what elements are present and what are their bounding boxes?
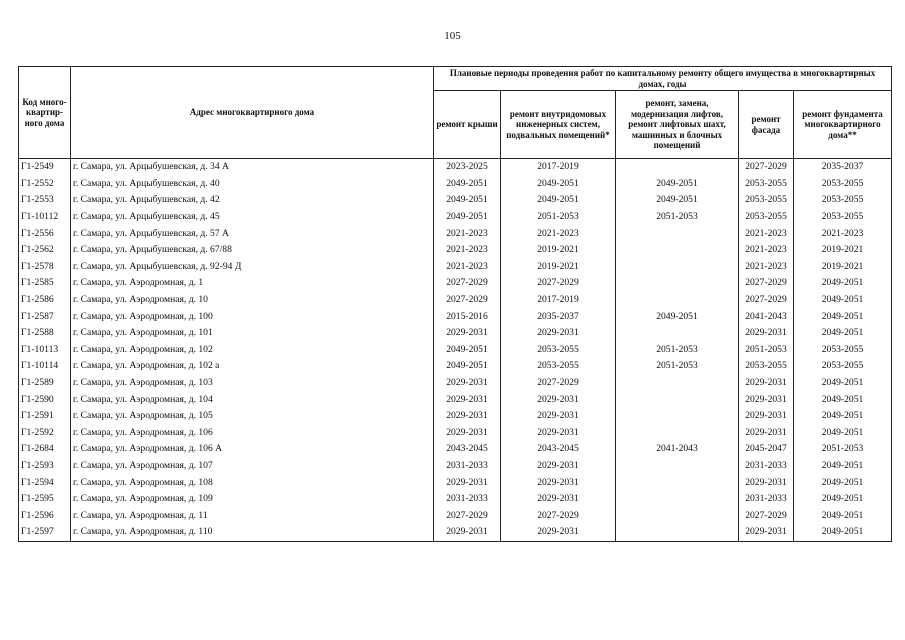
table-row <box>19 358 892 375</box>
cell-systems: 2029-2031 <box>501 391 616 408</box>
cell-code: Г1-2590 <box>19 391 71 408</box>
cell-systems: 2021-2023 <box>501 225 616 242</box>
cell-address: г. Самара, ул. Аэродромная, д. 110 <box>71 524 434 541</box>
table-row <box>19 176 892 193</box>
cell-systems: 2053-2055 <box>501 358 616 375</box>
cell-address: г. Самара, ул. Аэродромная, д. 105 <box>71 408 434 425</box>
cell-code: Г1-2587 <box>19 308 71 325</box>
cell-code: Г1-2589 <box>19 375 71 392</box>
header-facade: ремонт фасада <box>739 91 794 159</box>
table-row <box>19 342 892 359</box>
header-systems: ремонт внутридомовых инженерных систем, подвальных помещений* <box>501 91 616 159</box>
table-row <box>19 275 892 292</box>
cell-facade: 2053-2055 <box>739 192 794 209</box>
cell-foundation: 2049-2051 <box>794 425 892 442</box>
cell-elevators: 2049-2051 <box>616 308 739 325</box>
cell-elevators <box>616 507 739 524</box>
cell-code: Г1-2552 <box>19 176 71 193</box>
cell-facade: 2031-2033 <box>739 458 794 475</box>
cell-facade: 2029-2031 <box>739 474 794 491</box>
table-row <box>19 425 892 442</box>
repair-schedule-table <box>18 66 892 542</box>
cell-systems: 2017-2019 <box>501 292 616 309</box>
cell-facade: 2051-2053 <box>739 342 794 359</box>
cell-systems: 2029-2031 <box>501 408 616 425</box>
cell-roof: 2029-2031 <box>434 524 501 541</box>
table-row <box>19 259 892 276</box>
cell-foundation: 2053-2055 <box>794 192 892 209</box>
cell-code: Г1-2588 <box>19 325 71 342</box>
cell-code: Г1-2596 <box>19 507 71 524</box>
cell-address: г. Самара, ул. Аэродромная, д. 107 <box>71 458 434 475</box>
cell-systems: 2027-2029 <box>501 275 616 292</box>
cell-roof: 2015-2016 <box>434 308 501 325</box>
cell-address: г. Самара, ул. Арцыбушевская, д. 42 <box>71 192 434 209</box>
cell-foundation: 2053-2055 <box>794 209 892 226</box>
cell-elevators <box>616 242 739 259</box>
cell-facade: 2027-2029 <box>739 292 794 309</box>
cell-address: г. Самара, ул. Арцыбушевская, д. 45 <box>71 209 434 226</box>
cell-systems: 2049-2051 <box>501 192 616 209</box>
cell-elevators: 2051-2053 <box>616 358 739 375</box>
cell-address: г. Самара, ул. Аэродромная, д. 100 <box>71 308 434 325</box>
cell-code: Г1-10114 <box>19 358 71 375</box>
cell-elevators: 2049-2051 <box>616 192 739 209</box>
cell-elevators: 2041-2043 <box>616 441 739 458</box>
cell-roof: 2021-2023 <box>434 259 501 276</box>
cell-facade: 2053-2055 <box>739 209 794 226</box>
cell-systems: 2027-2029 <box>501 507 616 524</box>
cell-systems: 2035-2037 <box>501 308 616 325</box>
cell-address: г. Самара, ул. Аэродромная, д. 102 а <box>71 358 434 375</box>
cell-systems: 2053-2055 <box>501 342 616 359</box>
cell-code: Г1-2585 <box>19 275 71 292</box>
header-foundation: ремонт фундамента многоквартирного дома** <box>794 91 892 159</box>
cell-systems: 2049-2051 <box>501 176 616 193</box>
cell-address: г. Самара, ул. Аэродромная, д. 106 <box>71 425 434 442</box>
cell-roof: 2029-2031 <box>434 425 501 442</box>
cell-code: Г1-2595 <box>19 491 71 508</box>
table-header <box>19 67 892 159</box>
cell-foundation: 2049-2051 <box>794 524 892 541</box>
table-row <box>19 491 892 508</box>
cell-roof: 2031-2033 <box>434 458 501 475</box>
cell-address: г. Самара, ул. Аэродромная, д. 102 <box>71 342 434 359</box>
cell-elevators <box>616 474 739 491</box>
cell-facade: 2029-2031 <box>739 524 794 541</box>
cell-elevators <box>616 159 739 176</box>
cell-facade: 2041-2043 <box>739 308 794 325</box>
cell-elevators <box>616 225 739 242</box>
cell-roof: 2049-2051 <box>434 358 501 375</box>
table-row <box>19 192 892 209</box>
table-row <box>19 391 892 408</box>
cell-roof: 2027-2029 <box>434 507 501 524</box>
cell-systems: 2019-2021 <box>501 259 616 276</box>
cell-roof: 2049-2051 <box>434 209 501 226</box>
table-row <box>19 292 892 309</box>
cell-code: Г1-2592 <box>19 425 71 442</box>
cell-foundation: 2049-2051 <box>794 292 892 309</box>
cell-systems: 2029-2031 <box>501 325 616 342</box>
cell-facade: 2029-2031 <box>739 408 794 425</box>
cell-facade: 2029-2031 <box>739 391 794 408</box>
cell-facade: 2029-2031 <box>739 375 794 392</box>
cell-roof: 2029-2031 <box>434 391 501 408</box>
cell-foundation: 2019-2021 <box>794 242 892 259</box>
cell-foundation: 2049-2051 <box>794 491 892 508</box>
cell-code: Г1-10113 <box>19 342 71 359</box>
cell-systems: 2029-2031 <box>501 458 616 475</box>
cell-elevators: 2051-2053 <box>616 342 739 359</box>
header-code: Код много-квартир-ного дома <box>19 67 71 159</box>
cell-address: г. Самара, ул. Аэродромная, д. 1 <box>71 275 434 292</box>
table-row <box>19 458 892 475</box>
cell-code: Г1-2549 <box>19 159 71 176</box>
table-row <box>19 308 892 325</box>
cell-systems: 2029-2031 <box>501 524 616 541</box>
table-body <box>19 159 892 542</box>
cell-systems: 2029-2031 <box>501 491 616 508</box>
cell-address: г. Самара, ул. Аэродромная, д. 106 А <box>71 441 434 458</box>
cell-systems: 2019-2021 <box>501 242 616 259</box>
cell-facade: 2029-2031 <box>739 425 794 442</box>
cell-code: Г1-2684 <box>19 441 71 458</box>
cell-foundation: 2053-2055 <box>794 358 892 375</box>
cell-systems: 2029-2031 <box>501 474 616 491</box>
cell-elevators <box>616 408 739 425</box>
cell-code: Г1-2586 <box>19 292 71 309</box>
cell-address: г. Самара, ул. Арцыбушевская, д. 92-94 Д <box>71 259 434 276</box>
cell-roof: 2043-2045 <box>434 441 501 458</box>
table-row <box>19 507 892 524</box>
cell-elevators <box>616 491 739 508</box>
cell-foundation: 2049-2051 <box>794 275 892 292</box>
cell-systems: 2043-2045 <box>501 441 616 458</box>
cell-roof: 2029-2031 <box>434 474 501 491</box>
cell-address: г. Самара, ул. Аэродромная, д. 108 <box>71 474 434 491</box>
cell-facade: 2029-2031 <box>739 325 794 342</box>
cell-roof: 2029-2031 <box>434 408 501 425</box>
cell-address: г. Самара, ул. Арцыбушевская, д. 40 <box>71 176 434 193</box>
cell-foundation: 2021-2023 <box>794 225 892 242</box>
cell-roof: 2029-2031 <box>434 325 501 342</box>
header-roof: ремонт крыши <box>434 91 501 159</box>
cell-roof: 2031-2033 <box>434 491 501 508</box>
cell-foundation: 2049-2051 <box>794 308 892 325</box>
cell-roof: 2027-2029 <box>434 275 501 292</box>
cell-code: Г1-2594 <box>19 474 71 491</box>
cell-elevators: 2051-2053 <box>616 209 739 226</box>
cell-code: Г1-2578 <box>19 259 71 276</box>
cell-foundation: 2053-2055 <box>794 176 892 193</box>
cell-facade: 2021-2023 <box>739 225 794 242</box>
cell-facade: 2053-2055 <box>739 358 794 375</box>
cell-systems: 2051-2053 <box>501 209 616 226</box>
cell-systems: 2027-2029 <box>501 375 616 392</box>
cell-roof: 2049-2051 <box>434 192 501 209</box>
cell-facade: 2027-2029 <box>739 275 794 292</box>
cell-roof: 2023-2025 <box>434 159 501 176</box>
cell-roof: 2049-2051 <box>434 176 501 193</box>
cell-code: Г1-2597 <box>19 524 71 541</box>
cell-foundation: 2049-2051 <box>794 375 892 392</box>
cell-address: г. Самара, ул. Аэродромная, д. 10 <box>71 292 434 309</box>
cell-roof: 2049-2051 <box>434 342 501 359</box>
cell-elevators: 2049-2051 <box>616 176 739 193</box>
cell-facade: 2021-2023 <box>739 242 794 259</box>
cell-foundation: 2035-2037 <box>794 159 892 176</box>
cell-address: г. Самара, ул. Аэродромная, д. 109 <box>71 491 434 508</box>
page-number: 105 <box>444 30 461 42</box>
cell-systems: 2029-2031 <box>501 425 616 442</box>
cell-address: г. Самара, ул. Арцыбушевская, д. 57 А <box>71 225 434 242</box>
cell-elevators <box>616 375 739 392</box>
cell-address: г. Самара, ул. Аэродромная, д. 101 <box>71 325 434 342</box>
cell-roof: 2029-2031 <box>434 375 501 392</box>
cell-roof: 2027-2029 <box>434 292 501 309</box>
table-row <box>19 408 892 425</box>
cell-foundation: 2053-2055 <box>794 342 892 359</box>
cell-foundation: 2049-2051 <box>794 408 892 425</box>
cell-facade: 2027-2029 <box>739 159 794 176</box>
table-row <box>19 441 892 458</box>
header-periods-group: Плановые периоды проведения работ по капитальному ремонту общего имущества в многоквартирных домах, годы <box>434 67 892 91</box>
table-row <box>19 242 892 259</box>
cell-address: г. Самара, ул. Аэродромная, д. 103 <box>71 375 434 392</box>
table-row <box>19 209 892 226</box>
cell-foundation: 2049-2051 <box>794 325 892 342</box>
cell-facade: 2031-2033 <box>739 491 794 508</box>
table-row <box>19 375 892 392</box>
header-address: Адрес многоквартирного дома <box>71 67 434 159</box>
cell-foundation: 2049-2051 <box>794 474 892 491</box>
cell-elevators <box>616 391 739 408</box>
cell-elevators <box>616 292 739 309</box>
table-row <box>19 524 892 541</box>
cell-foundation: 2019-2021 <box>794 259 892 276</box>
cell-elevators <box>616 458 739 475</box>
cell-elevators <box>616 275 739 292</box>
table-row <box>19 159 892 176</box>
cell-code: Г1-10112 <box>19 209 71 226</box>
table-row <box>19 474 892 491</box>
cell-code: Г1-2591 <box>19 408 71 425</box>
table-row <box>19 225 892 242</box>
cell-foundation: 2051-2053 <box>794 441 892 458</box>
cell-facade: 2053-2055 <box>739 176 794 193</box>
cell-address: г. Самара, ул. Аэродромная, д. 11 <box>71 507 434 524</box>
cell-systems: 2017-2019 <box>501 159 616 176</box>
table-row <box>19 325 892 342</box>
cell-code: Г1-2556 <box>19 225 71 242</box>
cell-code: Г1-2553 <box>19 192 71 209</box>
cell-address: г. Самара, ул. Арцыбушевская, д. 67/88 <box>71 242 434 259</box>
cell-foundation: 2049-2051 <box>794 458 892 475</box>
header-elevators: ремонт, замена, модернизация лифтов, ремонт лифтовых шахт, машинных и блочных помещений <box>616 91 739 159</box>
cell-facade: 2021-2023 <box>739 259 794 276</box>
cell-elevators <box>616 425 739 442</box>
cell-elevators <box>616 524 739 541</box>
cell-code: Г1-2593 <box>19 458 71 475</box>
cell-facade: 2027-2029 <box>739 507 794 524</box>
cell-elevators <box>616 259 739 276</box>
cell-facade: 2045-2047 <box>739 441 794 458</box>
cell-code: Г1-2562 <box>19 242 71 259</box>
cell-roof: 2021-2023 <box>434 225 501 242</box>
cell-address: г. Самара, ул. Аэродромная, д. 104 <box>71 391 434 408</box>
cell-address: г. Самара, ул. Арцыбушевская, д. 34 А <box>71 159 434 176</box>
cell-roof: 2021-2023 <box>434 242 501 259</box>
cell-foundation: 2049-2051 <box>794 507 892 524</box>
cell-foundation: 2049-2051 <box>794 391 892 408</box>
cell-elevators <box>616 325 739 342</box>
